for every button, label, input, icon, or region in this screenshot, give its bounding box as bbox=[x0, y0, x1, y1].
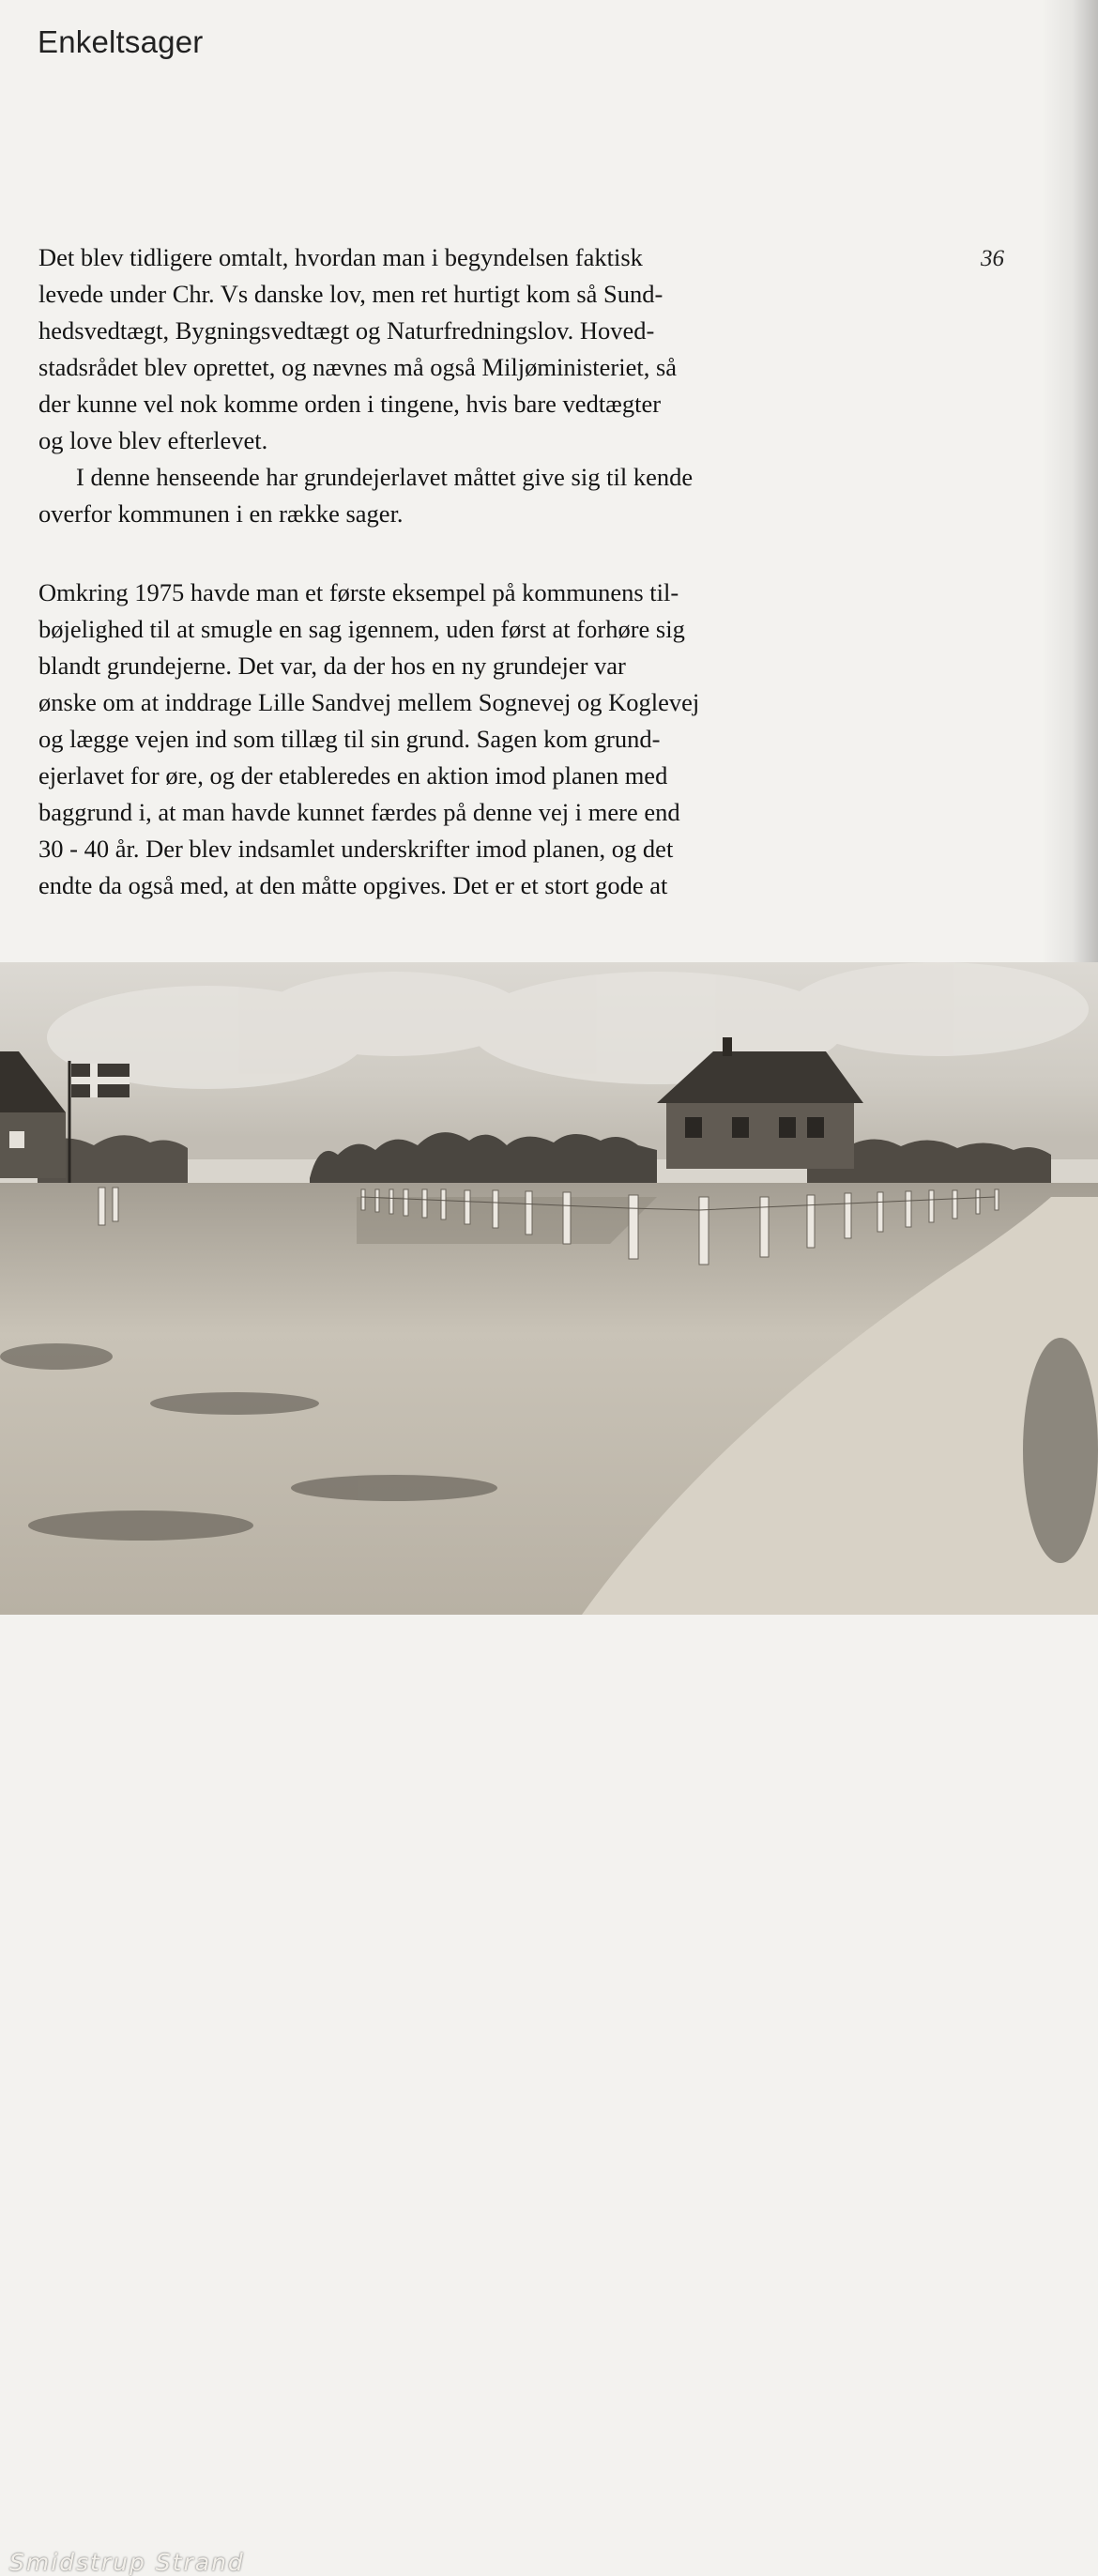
paragraph-line: der kunne vel nok komme orden i tingene, hvis bare vedtægter bbox=[38, 390, 662, 418]
text-block-1 bbox=[38, 239, 921, 532]
text-block-2 bbox=[38, 575, 921, 904]
paragraph-line: ejerlavet for øre, og der etableredes en aktion imod planen med bbox=[38, 761, 668, 790]
paragraph-line: levede under Chr. Vs danske lov, men ret hurtigt kom så Sund- bbox=[38, 280, 663, 308]
paragraph-line: overfor kommunen i en række sager. bbox=[38, 499, 404, 528]
historic-photo bbox=[0, 962, 1098, 2576]
paragraph-line: I denne henseende har grundejerlavet måttet give sig til kende bbox=[76, 463, 694, 491]
photo-caption: Smidstrup Strand bbox=[9, 2549, 245, 2576]
paragraph-line: blandt grundejerne. Det var, da der hos en ny grundejer var bbox=[38, 652, 626, 680]
paragraph-line: Det blev tidligere omtalt, hvordan man i begyndelsen faktisk bbox=[38, 243, 643, 271]
paragraph-line: og lægge vejen ind som tillæg til sin grund. Sagen kom grund- bbox=[38, 725, 661, 753]
photo-illustration bbox=[0, 962, 1098, 1615]
paragraph-line: stadsrådet blev oprettet, og nævnes må også Miljøministeriet, så bbox=[38, 353, 678, 381]
field-shadow bbox=[357, 1197, 657, 1244]
paragraph-line: bøjelighed til at smugle en sag igennem, uden først at forhøre sig bbox=[38, 615, 685, 643]
paragraph-line: 30 - 40 år. Der blev indsamlet underskrifter imod planen, og det bbox=[38, 835, 674, 863]
paragraph-line: ønske om at inddrage Lille Sandvej mellem Sognevej og Koglevej bbox=[38, 688, 700, 716]
paragraph-line: endte da også med, at den måtte opgives. Det er et stort gode at bbox=[38, 871, 668, 899]
page-number: 36 bbox=[981, 246, 1004, 271]
paragraph-line: og love blev efterlevet. bbox=[38, 426, 268, 454]
paragraph-line: Omkring 1975 havde man et første eksempel på kommunens til- bbox=[38, 578, 679, 606]
paragraph-line: hedsvedtægt, Bygningsvedtægt og Naturfredningslov. Hoved- bbox=[38, 316, 655, 345]
section-title: Enkeltsager bbox=[38, 24, 204, 59]
paragraph-line: baggrund i, at man havde kunnet færdes på denne vej i mere end bbox=[38, 798, 680, 826]
